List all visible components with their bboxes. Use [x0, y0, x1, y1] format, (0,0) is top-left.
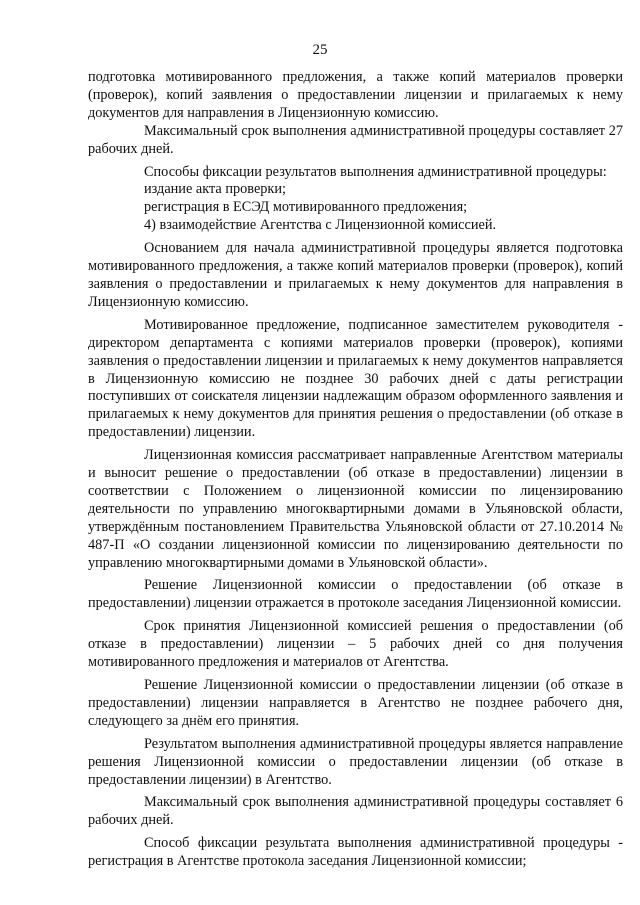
paragraph-max-term-6: Максимальный срок выполнения административной процедуры составляет 6 рабочих дней. [88, 794, 623, 829]
paragraph-decision-term: Срок принятия Лицензионной комиссией решения о предоставлении (об отказе в предоставлении) лицензии – 5 рабочих дней со дня получения мотивированного предложения и материалов от Агентства. [88, 618, 623, 671]
paragraph-motivated-proposal: Мотивированное предложение, подписанное заместителем руководителя - директором департамента с копиями материалов проверки (проверок), копиями заявления о предоставлении лицензии и прилагаемых к нему документов направляется в Лицензионную комиссию не позднее 30 рабочих дней с даты регистрации поступивших от соискателя лицензии надлежащим образом оформленного заявления и прилагаемых к нему документов для принятия решения о предоставлении (об отказе в предоставлении) лицензии. [88, 316, 623, 441]
document-body [88, 69, 623, 876]
paragraph-decision-protocol: Решение Лицензионной комиссии о предоставлении (об отказе в предоставлении) лицензии отражается в протоколе заседания Лицензионной комиссии. [88, 577, 623, 612]
paragraph-commission-review: Лицензионная комиссия рассматривает направленные Агентством материалы и выносит решение о предоставлении (об отказе в предоставлении) лицензии в соответствии с Положением о лицензионной комиссии по лицензированию деятельности по управлению многоквартирными домами в Ульяновской области, утверждённым постановлением Правительства Ульяновской области от 27.10.2014 № 487-П «О создании лицензионной комиссии по лицензированию деятельности по управлению многоквартирными домами в Ульяновской области». [88, 447, 623, 571]
paragraph-decision-sent: Решение Лицензионной комиссии о предоставлении лицензии (об отказе в предоставлении) лицензии направляется в Агентство не позднее рабочего дня, следующего за днём его принятия. [88, 677, 623, 729]
paragraph-result: Результатом выполнения административной процедуры является направление решения Лицензионной комиссии о предоставлении лицензии (об отказе в предоставлении лицензии) в Агентство. [88, 735, 623, 788]
paragraph-continuation: подготовка мотивированного предложения, а также копий материалов проверки (проверок), копий заявления о предоставлении лицензии и прилагаемых к нему документов для направления в Лицензионную комиссию. [88, 69, 623, 121]
page-number: 25 [312, 42, 328, 58]
list-item-esed-registration: регистрация в ЕСЭД мотивированного предложения; [144, 199, 468, 216]
paragraph-grounds: Основанием для начала административной процедуры является подготовка мотивированного предложения, а также копий материалов проверки (проверок), копий заявления о предоставлении и прилагаемых к нему документов для направления в Лицензионную комиссию. [88, 240, 623, 310]
paragraph-fixation-methods: Способы фиксации результатов выполнения административной процедуры: [144, 163, 607, 180]
section-heading-interaction: 4) взаимодействие Агентства с Лицензионной комиссией. [144, 217, 497, 234]
paragraph-max-term-27: Максимальный срок выполнения административной процедуры составляет 27 рабочих дней. [88, 122, 623, 157]
paragraph-fixation-method: Способ фиксации результата выполнения административной процедуры - регистрация в Агентстве протокола заседания Лицензионной комиссии; [88, 835, 623, 870]
list-item-inspection-act: издание акта проверки; [144, 181, 287, 198]
